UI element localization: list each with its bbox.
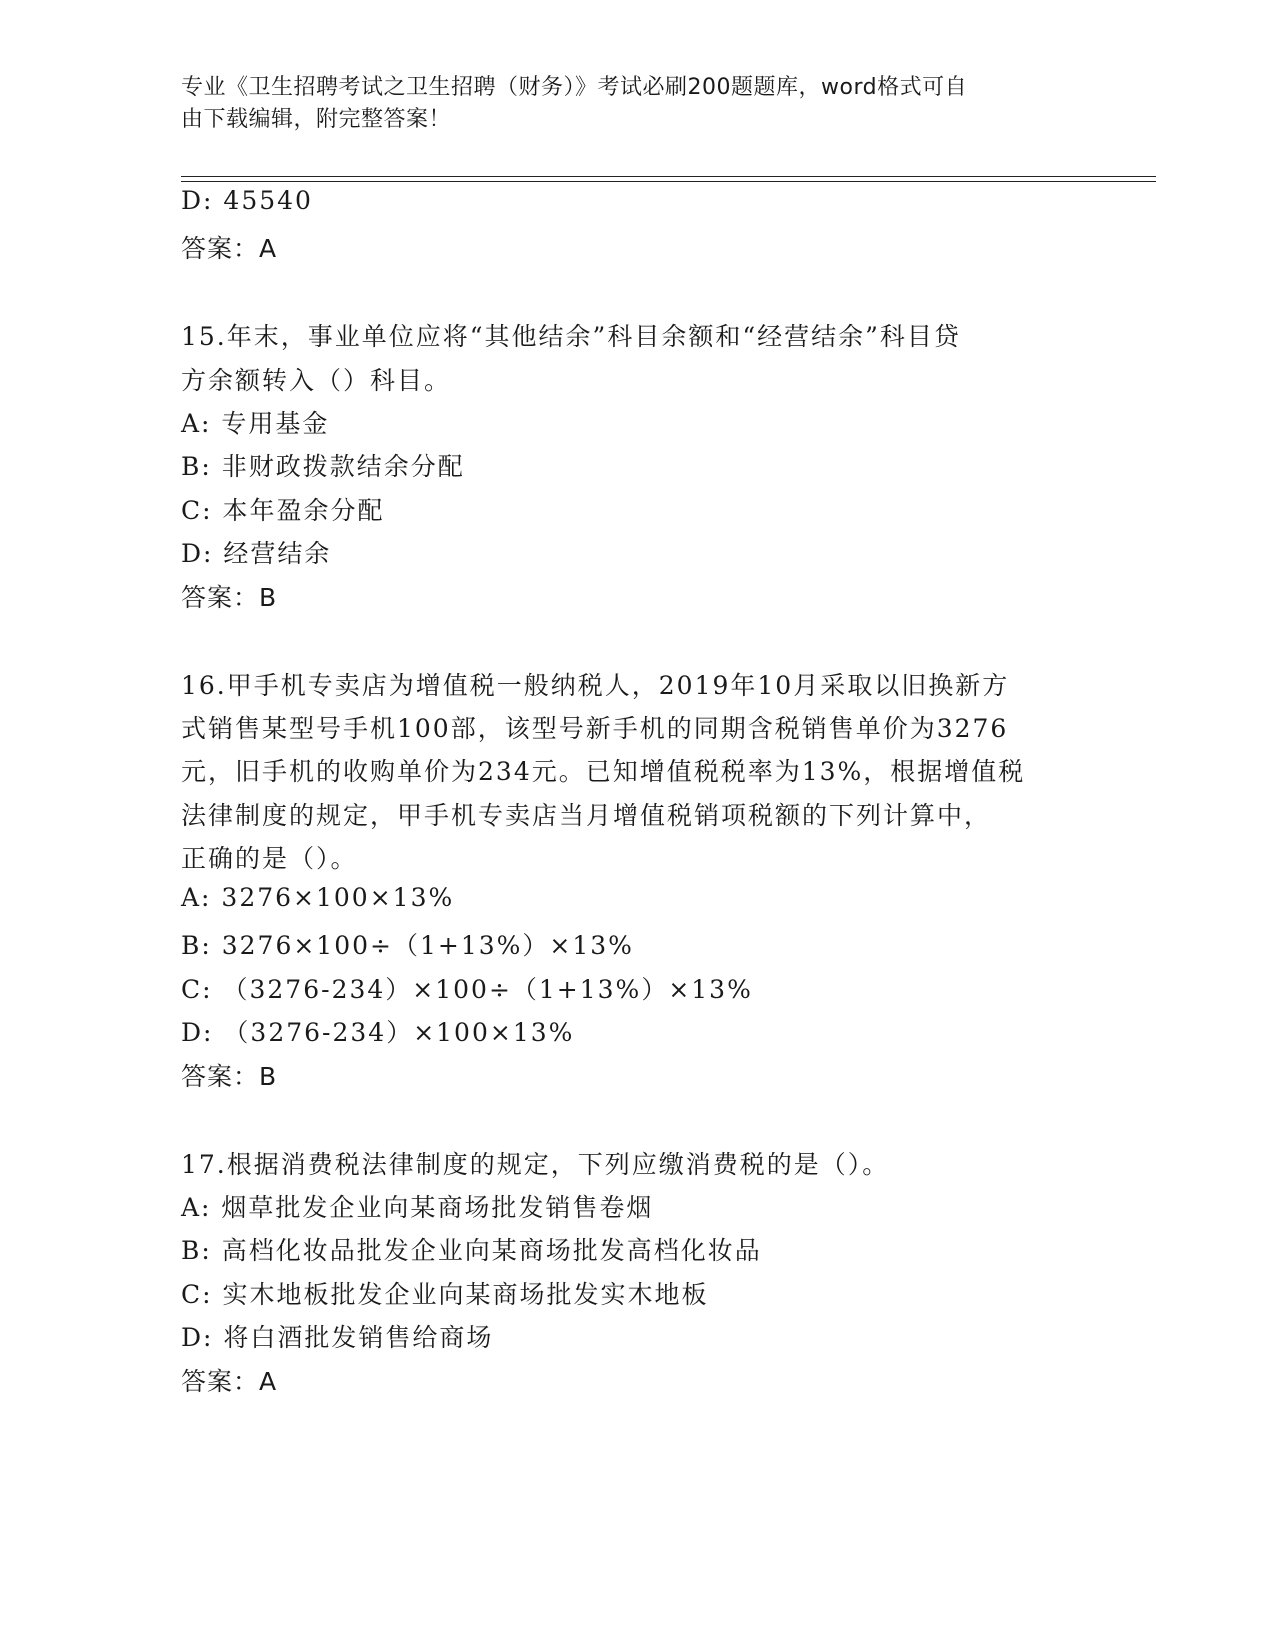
q16-stem-line-5: 正确的是（）。 [181,844,358,873]
q15-option-d: D: 经营结余 [181,539,332,568]
q16-stem-line-2: 式销售某型号手机100部，该型号新手机的同期含税销售单价为3276 [181,714,1009,743]
header-rule-bottom [181,181,1156,182]
q17-answer: 答案：A [181,1367,278,1396]
prev-option-d: D: 45540 [181,186,313,215]
header-line-2: 由下载编辑，附完整答案！ [181,107,452,132]
q17-option-a: A: 烟草批发企业向某商场批发销售卷烟 [181,1193,654,1222]
q17-option-d: D: 将白酒批发销售给商场 [181,1323,494,1352]
q16-stem-line-1: 16.甲手机专卖店为增值税一般纳税人，2019年10月采取以旧换新方 [181,671,1010,700]
q16-option-c: C: （3276-234）×100÷（1+13%）×13% [181,975,753,1004]
header-line-1: 专业《卫生招聘考试之卫生招聘（财务）》考试必刷200题题库，word格式可自 [181,75,968,100]
q15-stem-line-2: 方余额转入（）科目。 [181,366,452,395]
q17-option-b: B: 高档化妆品批发企业向某商场批发高档化妆品 [181,1236,762,1265]
q15-stem-line-1: 15.年末，事业单位应将“其他结余”科目余额和“经营结余”科目贷 [181,322,961,351]
q16-stem-line-3: 元，旧手机的收购单价为234元。已知增值税税率为13%，根据增值税 [181,757,1026,786]
q15-option-c: C: 本年盈余分配 [181,496,385,525]
q15-option-b: B: 非财政拨款结余分配 [181,452,465,481]
q17-option-c: C: 实木地板批发企业向某商场批发实木地板 [181,1280,709,1309]
prev-answer: 答案：A [181,234,278,263]
q17-stem-line-1: 17.根据消费税法律制度的规定，下列应缴消费税的是（）。 [181,1150,890,1179]
q16-answer: 答案：B [181,1062,278,1091]
document-header [181,72,1061,136]
q16-option-d: D: （3276-234）×100×13% [181,1018,575,1047]
q16-option-a: A: 3276×100×13% [181,883,455,912]
header-rule-top [181,176,1156,177]
q16-stem-line-4: 法律制度的规定，甲手机专卖店当月增值税销项税额的下列计算中， [181,801,992,830]
q15-option-a: A: 专用基金 [181,409,330,438]
q16-option-b: B: 3276×100÷（1+13%）×13% [181,931,634,960]
q15-answer: 答案：B [181,583,278,612]
